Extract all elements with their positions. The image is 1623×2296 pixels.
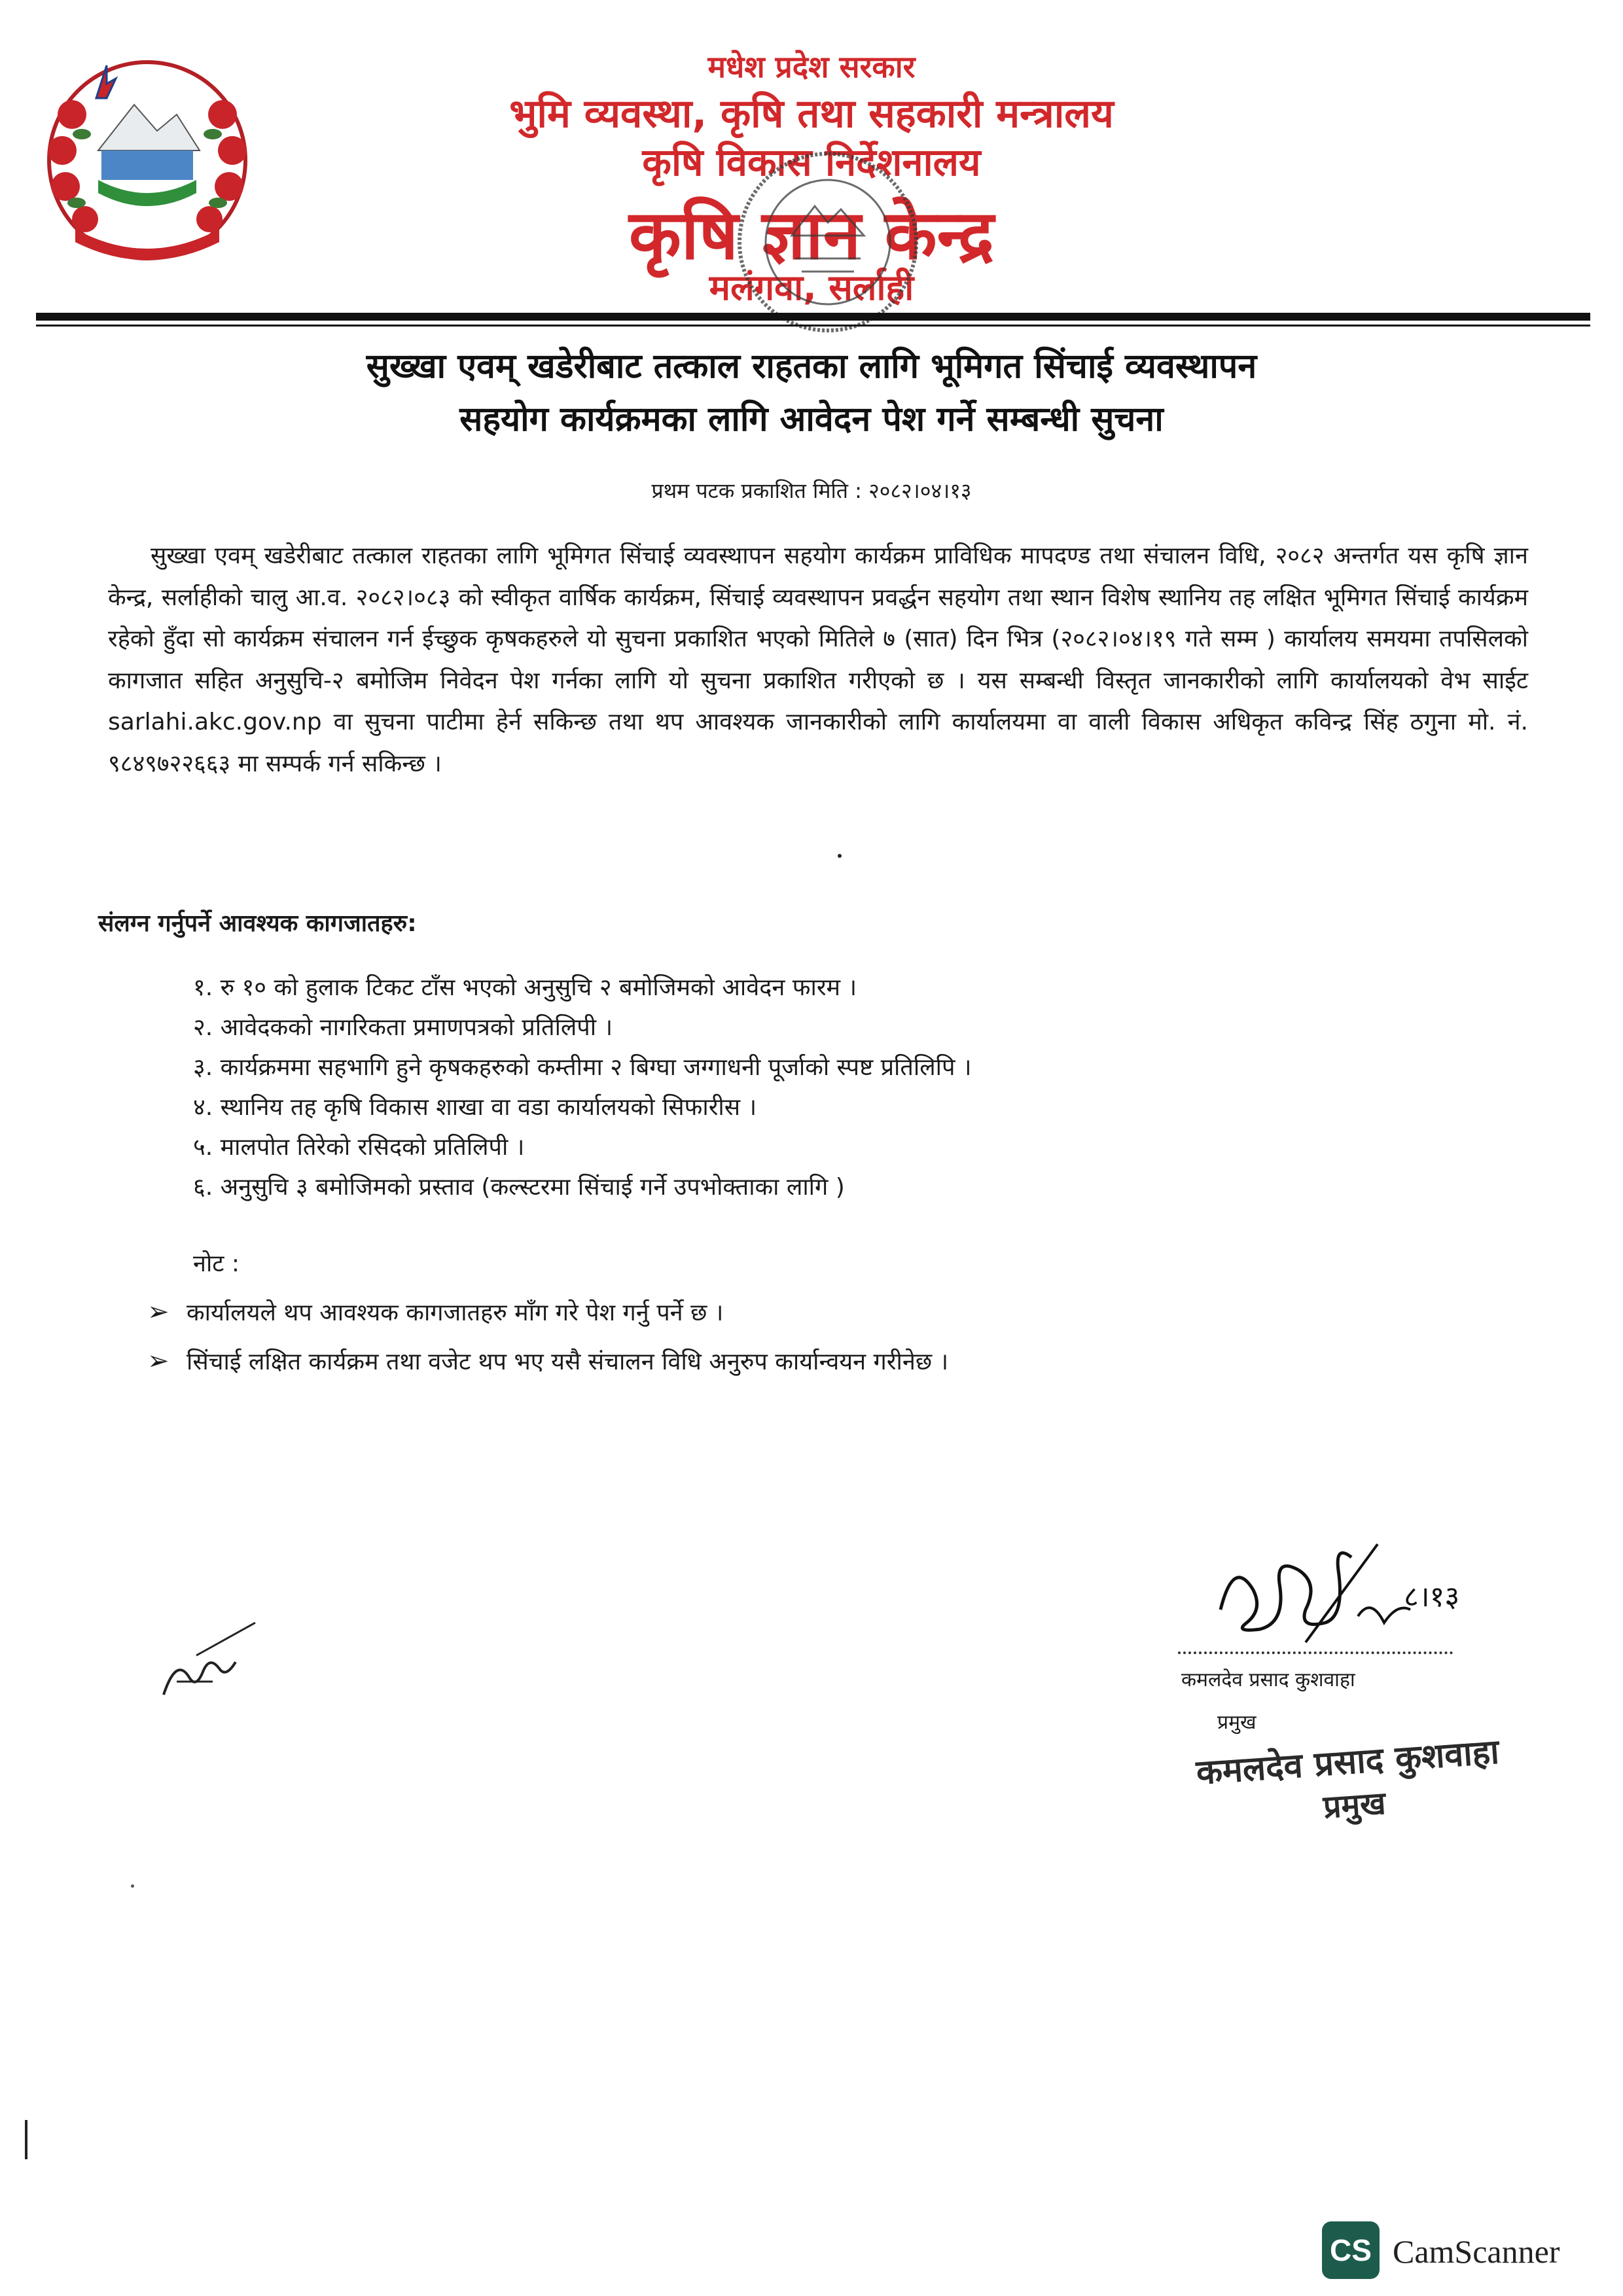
head-signature	[1207, 1531, 1482, 1655]
note-text: कार्यालयले थप आवश्यक कागजातहरु माँग गरे पेश गर्नु पर्ने छ ।	[187, 1299, 724, 1326]
note-text: सिंचाई लक्षित कार्यक्रम तथा वजेट थप भए यसै संचालन विधि अनुरुप कार्यान्वयन गरीनेछ ।	[187, 1349, 949, 1375]
note-label: नोट :	[193, 1250, 240, 1277]
stamp-title: प्रमुख	[1322, 1784, 1387, 1826]
documents-heading: संलग्न गर्नुपर्ने आवश्यक कागजातहरु:	[98, 910, 417, 937]
initials-signature	[157, 1616, 262, 1708]
letterhead-divider-thin	[36, 325, 1590, 327]
letterhead-divider-thick	[36, 313, 1590, 321]
stray-dot	[838, 854, 842, 858]
letterhead-directorate: कृषि विकास निर्देशनालय	[642, 140, 981, 185]
document-item: ३. कार्यक्रममा सहभागि हुने कृषकहरुको कम्तीमा २ बिग्घा जग्गाधनी पूर्जाको स्पष्ट प्रतिलिपि ।	[193, 1054, 972, 1081]
document-item: १. रु १० को हुलाक टिकट टाँस भएको अनुसुचि २ बमोजिमको आवेदन फारम ।	[193, 974, 857, 1001]
signatory-name: कमलदेव प्रसाद कुशवाहा	[1181, 1669, 1355, 1691]
signature-date: ८।१३	[1404, 1580, 1460, 1614]
notice-title-line-1: सुख्खा एवम् खडेरीबाट तत्काल राहतका लागि भूमिगत सिंचाई व्यवस्थापन	[366, 347, 1257, 386]
camscanner-label: CamScanner	[1393, 2233, 1560, 2270]
letterhead-office: कृषि ज्ञान केन्द्र	[629, 195, 994, 275]
document-item: २. आवेदकको नागरिकता प्रमाणपत्रको प्रतिलिपी ।	[193, 1014, 613, 1041]
stray-dot	[131, 1884, 134, 1888]
notice-body-paragraph: सुख्खा एवम् खडेरीबाट तत्काल राहतका लागि भूमिगत सिंचाई व्यवस्थापन सहयोग कार्यक्रम प्राविधिक मापदण्ड तथा संचालन विधि, २०८२ अन्तर्गत यस कृषि ज्ञान केन्द्र, सर्लाहीको चालु आ.व. २०८२।०८३ को स्वीकृत वार्षिक कार्यक्रम, सिंचाई व्यवस्थापन प्रवर्द्धन सहयोग तथा स्थान विशेष स्थानिय तह लक्षित भूमिगत सिंचाई कार्यक्रम रहेको हुँदा सो कार्यक्रम संचालन गर्न ईच्छुक कृषकहरुले यो सुचना प्रकाशित भएको मितिले ७ (सात) दिन भित्र (२०८२।०४।१९ गते सम्म ) कार्यालय समयमा तपसिलको कागजात सहित अनुसुचि-२ बमोजिम निवेदन पेश गर्नका लागि यो सुचना प्रकाशित गरीएको छ । यस सम्बन्धी विस्तृत जानकारीको लागि कार्यालयको वेभ साईट sarlahi.akc.gov.np वा सुचना पाटीमा हेर्न सकिन्छ तथा थप आवश्यक जानकारीको लागि कार्यालयमा वा वाली विकास अधिकृत कविन्द्र सिंह ठगुना मो. नं. ९८४९७२२६६३ मा सम्पर्क गर्न सकिन्छ ।	[108, 542, 1528, 777]
publication-date: प्रथम पटक प्रकाशित मिति : २०८२।०४।१३	[651, 478, 972, 503]
stamp-name: कमलदेव प्रसाद कुशवाहा	[1194, 1732, 1501, 1793]
document-item: ६. अनुसुचि ३ बमोजिमको प्रस्ताव (कल्स्टरमा सिंचाई गर्ने उपभोक्ताका लागि )	[193, 1174, 845, 1201]
scan-edge-mark	[25, 2120, 27, 2159]
letterhead-location: मलंगवा, सर्लाही	[709, 267, 914, 308]
document-item: ४. स्थानिय तह कृषि विकास शाखा वा वडा कार्यालयको सिफारीस ।	[193, 1094, 757, 1121]
signature-line	[1178, 1651, 1453, 1654]
arrow-bullet-icon: ➢	[147, 1297, 169, 1327]
name-stamp	[1194, 1726, 1514, 1846]
camscanner-icon: CS	[1322, 2221, 1380, 2279]
letterhead-government: मधेश प्रदेश सरकार	[707, 49, 916, 84]
arrow-bullet-icon: ➢	[147, 1346, 169, 1376]
note-item	[147, 1296, 723, 1328]
signatory-title: प्रमुख	[1217, 1711, 1257, 1734]
document-item: ५. मालपोत तिरेको रसिदको प्रतिलिपी ।	[193, 1134, 525, 1161]
notice-title-line-2: सहयोग कार्यक्रमका लागि आवेदन पेश गर्ने सम्बन्धी सुचना	[459, 400, 1164, 439]
letterhead-ministry: भुमि व्यवस्था, कृषि तथा सहकारी मन्त्रालय	[509, 91, 1114, 137]
note-item	[147, 1345, 948, 1377]
office-seal-icon	[730, 144, 926, 340]
